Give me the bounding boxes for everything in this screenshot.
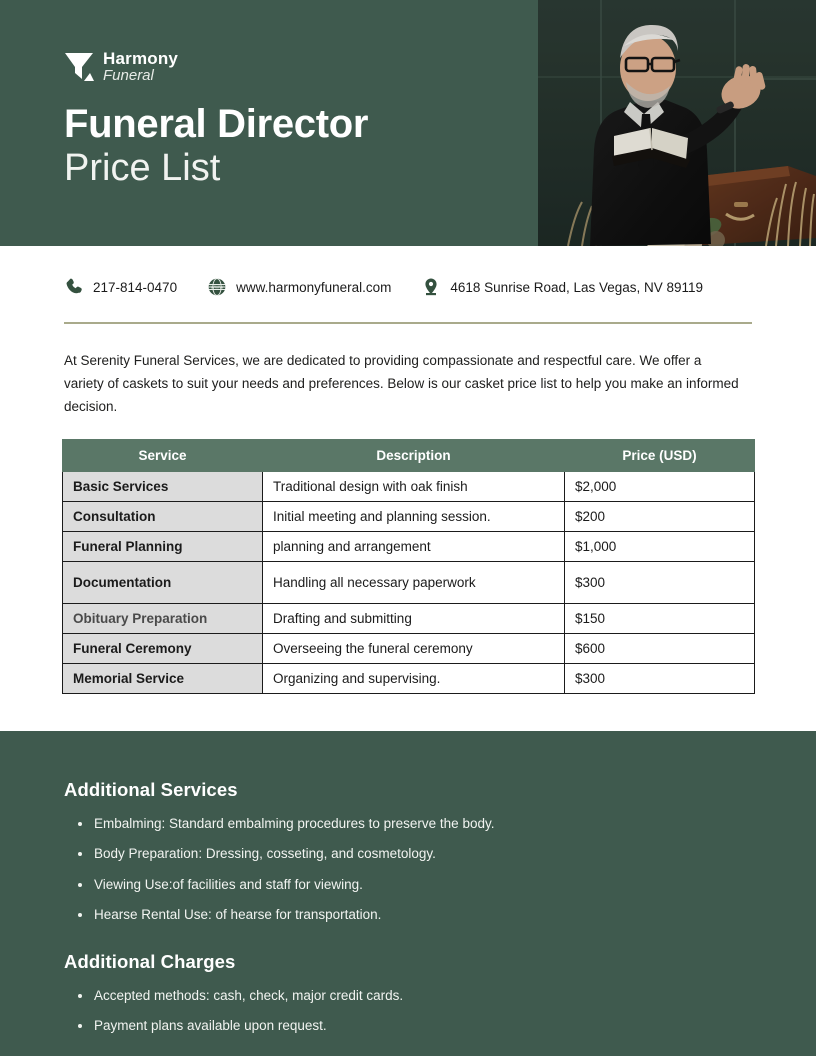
additional-services-list bbox=[64, 814, 752, 925]
intro-paragraph: At Serenity Funeral Services, we are dedicated to providing compassionate and respectful care. We offer a variety of caskets to suit your needs and preferences. Below is our casket price list to help you make an informed decision. bbox=[64, 353, 739, 415]
page-title bbox=[64, 103, 368, 190]
cell-price: $300 bbox=[565, 562, 755, 604]
cell-description: Organizing and supervising. bbox=[263, 664, 565, 694]
cell-description: Handling all necessary paperwork bbox=[263, 562, 565, 604]
title-main: Funeral Director bbox=[64, 102, 369, 146]
title-sub: Price List bbox=[64, 147, 221, 189]
additional-charges-list bbox=[64, 986, 752, 1037]
contact-divider bbox=[64, 322, 752, 324]
list-item: Payment plans available upon request. bbox=[64, 1016, 752, 1036]
column-header-service: Service bbox=[63, 440, 263, 472]
brand-name: Harmony bbox=[103, 49, 179, 68]
column-header-price: Price (USD) bbox=[565, 440, 755, 472]
table-header-row bbox=[63, 440, 755, 472]
svg-text:WWW: WWW bbox=[210, 284, 224, 290]
brand-logo bbox=[64, 50, 178, 83]
list-item: Hearse Rental Use: of hearse for transportation. bbox=[64, 905, 752, 925]
cell-price: $600 bbox=[565, 634, 755, 664]
contact-bar bbox=[0, 246, 816, 328]
table-row bbox=[63, 634, 755, 664]
contact-phone[interactable] bbox=[64, 277, 177, 297]
additional-charges-title: Additional Charges bbox=[64, 951, 236, 972]
globe-icon bbox=[207, 277, 227, 297]
phone-icon bbox=[64, 277, 84, 297]
cell-service: Obituary Preparation bbox=[63, 604, 263, 634]
cell-description: Drafting and submitting bbox=[263, 604, 565, 634]
list-item: Accepted methods: cash, check, major credit cards. bbox=[64, 986, 752, 1006]
additional-services-title: Additional Services bbox=[64, 779, 238, 800]
cell-description: planning and arrangement bbox=[263, 532, 565, 562]
list-item: Viewing Use:of facilities and staff for viewing. bbox=[64, 875, 752, 895]
contact-address[interactable] bbox=[421, 277, 703, 297]
table-row bbox=[63, 472, 755, 502]
page-footer bbox=[0, 731, 816, 1056]
cell-description: Overseeing the funeral ceremony bbox=[263, 634, 565, 664]
list-item: Embalming: Standard embalming procedures to preserve the body. bbox=[64, 814, 752, 834]
cell-price: $200 bbox=[565, 502, 755, 532]
cell-service: Consultation bbox=[63, 502, 263, 532]
funnel-logo-icon bbox=[64, 51, 94, 83]
contact-website[interactable] bbox=[207, 277, 391, 297]
cell-service: Documentation bbox=[63, 562, 263, 604]
table-row bbox=[63, 532, 755, 562]
cell-price: $2,000 bbox=[565, 472, 755, 502]
cell-service: Basic Services bbox=[63, 472, 263, 502]
cell-description: Initial meeting and planning session. bbox=[263, 502, 565, 532]
cell-price: $1,000 bbox=[565, 532, 755, 562]
contact-phone-text: 217-814-0470 bbox=[93, 279, 178, 295]
cell-description: Traditional design with oak finish bbox=[263, 472, 565, 502]
list-item: Body Preparation: Dressing, cosseting, and cosmetology. bbox=[64, 844, 752, 864]
cell-service: Funeral Planning bbox=[63, 532, 263, 562]
cell-price: $150 bbox=[565, 604, 755, 634]
price-table bbox=[62, 439, 755, 694]
location-pin-icon bbox=[421, 277, 441, 297]
header-photo bbox=[538, 0, 816, 246]
table-row bbox=[63, 664, 755, 694]
table-row bbox=[63, 562, 755, 604]
cell-price: $300 bbox=[565, 664, 755, 694]
table-row bbox=[63, 502, 755, 532]
table-row bbox=[63, 604, 755, 634]
cell-service: Funeral Ceremony bbox=[63, 634, 263, 664]
contact-website-text: www.harmonyfuneral.com bbox=[236, 279, 392, 295]
column-header-description: Description bbox=[263, 440, 565, 472]
cell-service: Memorial Service bbox=[63, 664, 263, 694]
brand-subname: Funeral bbox=[103, 67, 154, 84]
contact-address-text: 4618 Sunrise Road, Las Vegas, NV 89119 bbox=[450, 279, 704, 295]
page-header bbox=[0, 0, 816, 246]
